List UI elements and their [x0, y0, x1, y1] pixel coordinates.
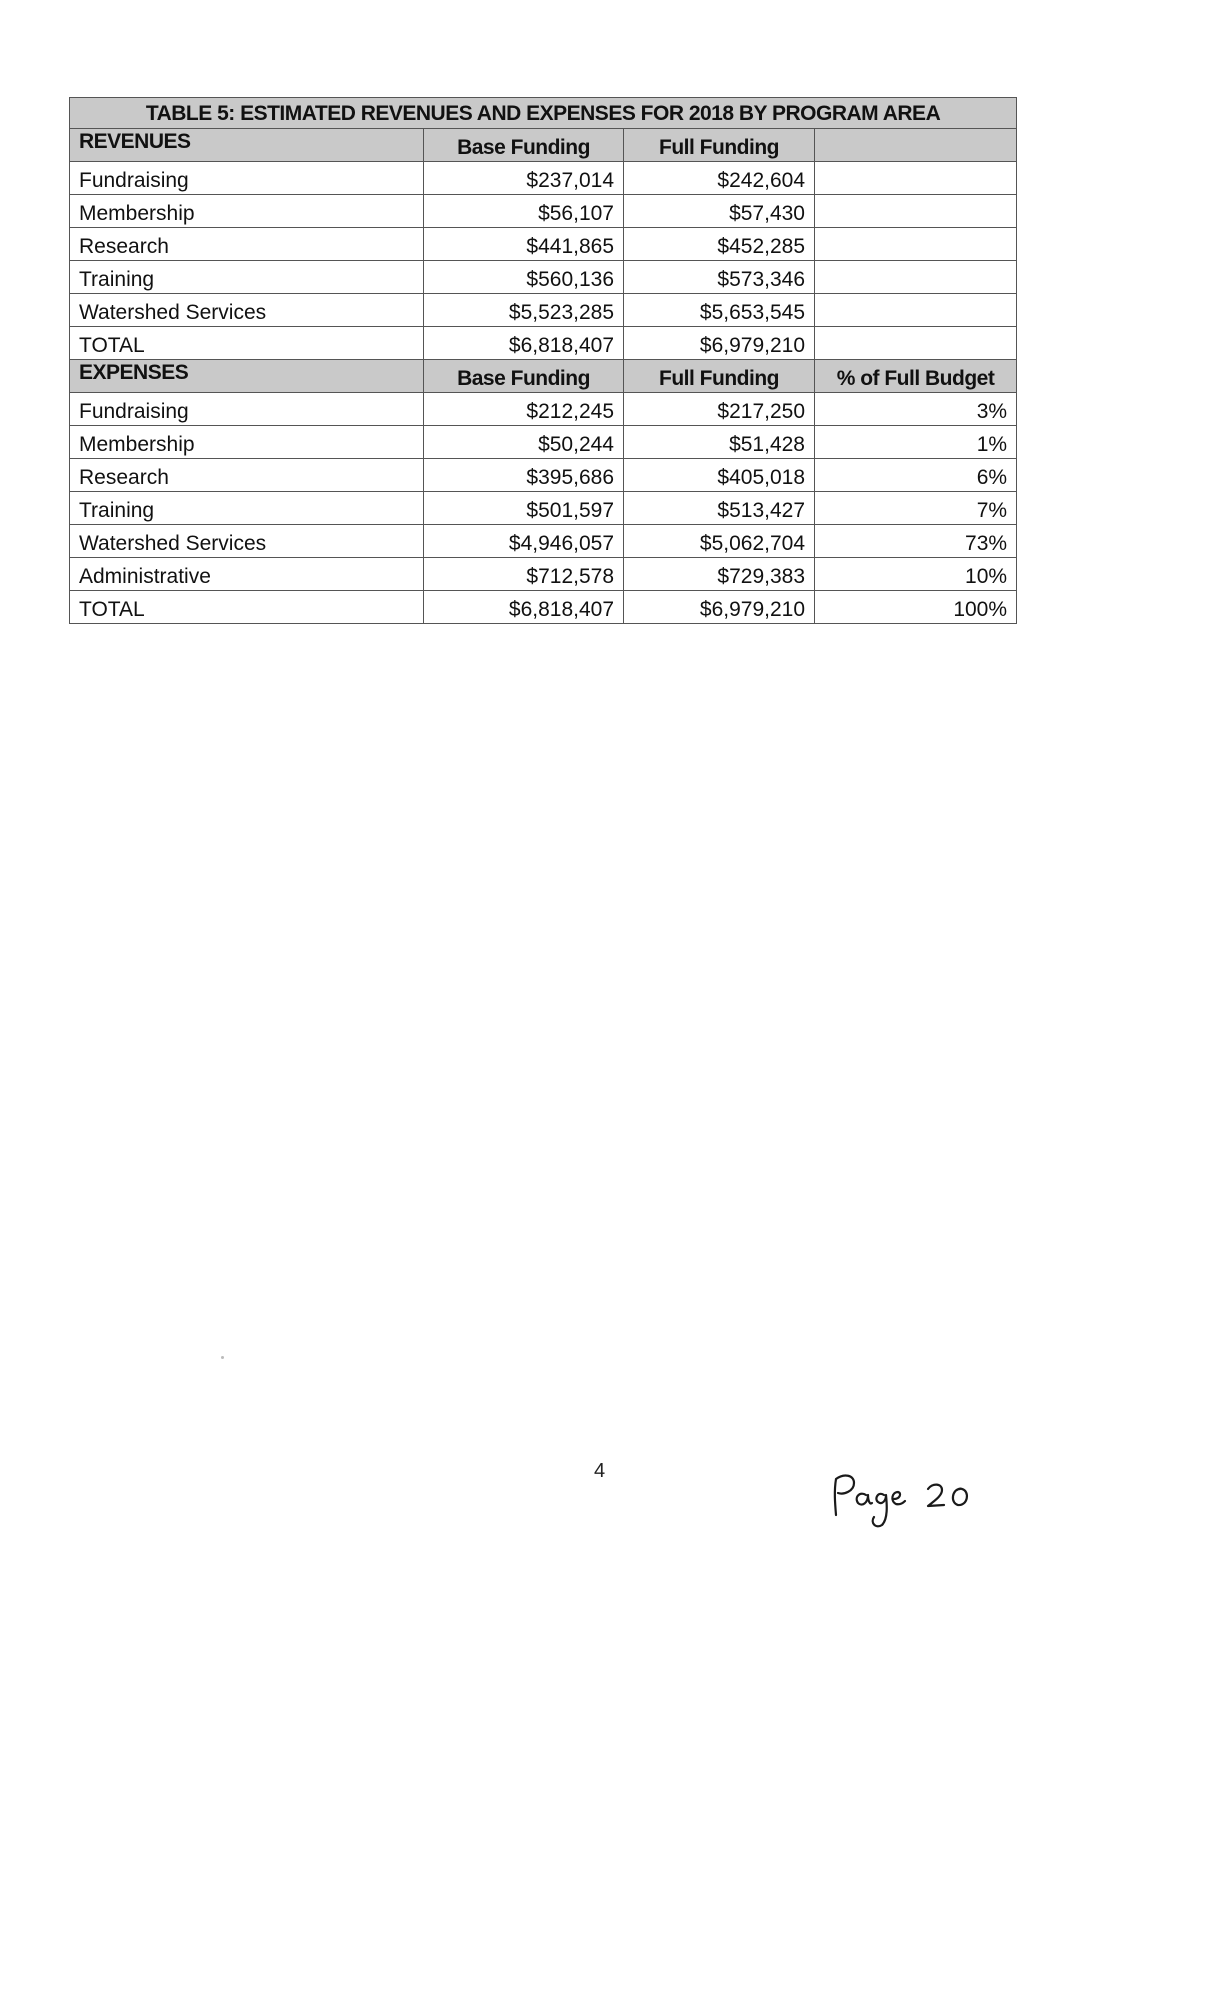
table-row — [70, 162, 1017, 195]
row-label: Watershed Services — [70, 294, 424, 327]
percent-budget-value: 3% — [815, 393, 1017, 426]
full-funding-value: $729,383 — [624, 558, 815, 591]
table-row — [70, 294, 1017, 327]
base-funding-value: $237,014 — [424, 162, 624, 195]
table-row — [70, 228, 1017, 261]
expenses-base-funding-header: Base Funding — [424, 360, 624, 393]
table-row — [70, 327, 1017, 360]
table-row — [70, 558, 1017, 591]
row-label: Research — [70, 459, 424, 492]
percent-budget-value — [815, 294, 1017, 327]
percent-budget-value: 10% — [815, 558, 1017, 591]
full-funding-value: $573,346 — [624, 261, 815, 294]
expenses-full-funding-header: Full Funding — [624, 360, 815, 393]
table-title-row — [70, 98, 1017, 129]
row-label: Fundraising — [70, 393, 424, 426]
base-funding-value: $56,107 — [424, 195, 624, 228]
percent-budget-value: 6% — [815, 459, 1017, 492]
budget-table — [69, 97, 1017, 624]
base-funding-value: $6,818,407 — [424, 327, 624, 360]
full-funding-value: $51,428 — [624, 426, 815, 459]
table-row — [70, 426, 1017, 459]
expenses-section-heading: EXPENSES — [70, 360, 424, 393]
percent-budget-value: 73% — [815, 525, 1017, 558]
row-label: TOTAL — [70, 327, 424, 360]
percent-budget-value — [815, 162, 1017, 195]
percent-budget-value — [815, 327, 1017, 360]
row-label: TOTAL — [70, 591, 424, 624]
base-funding-value: $712,578 — [424, 558, 624, 591]
row-label: Membership — [70, 195, 424, 228]
revenues-section-heading: REVENUES — [70, 129, 424, 162]
row-label: Training — [70, 261, 424, 294]
row-label: Membership — [70, 426, 424, 459]
full-funding-value: $57,430 — [624, 195, 815, 228]
full-funding-value: $6,979,210 — [624, 327, 815, 360]
row-label: Watershed Services — [70, 525, 424, 558]
row-label: Fundraising — [70, 162, 424, 195]
percent-budget-value: 100% — [815, 591, 1017, 624]
percent-budget-value — [815, 228, 1017, 261]
row-label: Administrative — [70, 558, 424, 591]
expenses-percent-budget-header: % of Full Budget — [815, 360, 1017, 393]
scan-speck — [221, 1356, 224, 1359]
expenses-section — [70, 360, 1017, 624]
row-label: Research — [70, 228, 424, 261]
base-funding-value: $441,865 — [424, 228, 624, 261]
base-funding-value: $560,136 — [424, 261, 624, 294]
table-row — [70, 525, 1017, 558]
row-label: Training — [70, 492, 424, 525]
page-number: 4 — [594, 1460, 606, 1482]
base-funding-value: $5,523,285 — [424, 294, 624, 327]
revenues-base-funding-header: Base Funding — [424, 129, 624, 162]
base-funding-value: $395,686 — [424, 459, 624, 492]
percent-budget-value — [815, 261, 1017, 294]
revenues-empty-header — [815, 129, 1017, 162]
table-row — [70, 591, 1017, 624]
table-row — [70, 261, 1017, 294]
base-funding-value: $212,245 — [424, 393, 624, 426]
handwritten-page-note — [830, 1465, 990, 1535]
expenses-header-row — [70, 360, 1017, 393]
percent-budget-value: 7% — [815, 492, 1017, 525]
base-funding-value: $50,244 — [424, 426, 624, 459]
full-funding-value: $513,427 — [624, 492, 815, 525]
revenues-full-funding-header: Full Funding — [624, 129, 815, 162]
full-funding-value: $6,979,210 — [624, 591, 815, 624]
base-funding-value: $501,597 — [424, 492, 624, 525]
full-funding-value: $452,285 — [624, 228, 815, 261]
full-funding-value: $405,018 — [624, 459, 815, 492]
revenues-section — [70, 129, 1017, 360]
full-funding-value: $242,604 — [624, 162, 815, 195]
full-funding-value: $5,653,545 — [624, 294, 815, 327]
revenues-header-row — [70, 129, 1017, 162]
base-funding-value: $6,818,407 — [424, 591, 624, 624]
full-funding-value: $217,250 — [624, 393, 815, 426]
table-title: TABLE 5: ESTIMATED REVENUES AND EXPENSES FOR 2018 BY PROGRAM AREA — [70, 98, 1017, 129]
table-row — [70, 393, 1017, 426]
percent-budget-value: 1% — [815, 426, 1017, 459]
percent-budget-value — [815, 195, 1017, 228]
table-row — [70, 492, 1017, 525]
full-funding-value: $5,062,704 — [624, 525, 815, 558]
table-row — [70, 195, 1017, 228]
base-funding-value: $4,946,057 — [424, 525, 624, 558]
table-row — [70, 459, 1017, 492]
